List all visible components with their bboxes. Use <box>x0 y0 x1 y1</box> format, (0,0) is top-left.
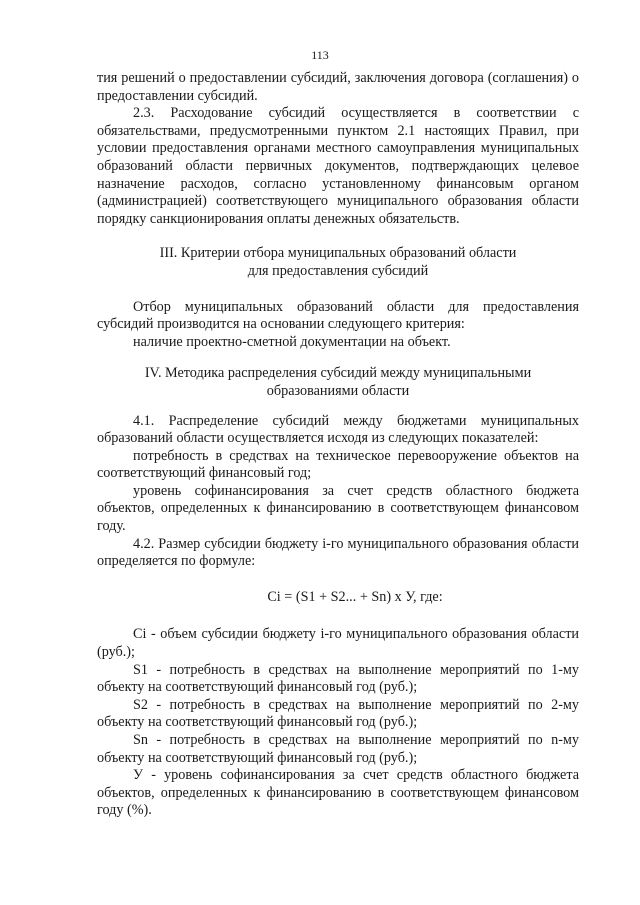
paragraph-2-3: 2.3. Расходование субсидий осуществляется в соответствии с обязательствами, предусмотренными пунктом 2.1 настоящих Правил, при условии предоставления органами местного самоуправления муниципальных образований области первичных документов, подтверждающих целевое назначение расходов, согласно установленному финансовым органом (администрацией) соответствующего муниципального образования области порядку санкционирования оплаты денежных обязательств. <box>97 105 579 227</box>
section-4-heading-line-1: IV. Методика распределения субсидий между муниципальными <box>144 365 532 382</box>
paragraph-criterion: наличие проектно-сметной документации на объект. <box>133 333 451 350</box>
section-4-heading-line-2: образованиями области <box>266 382 410 399</box>
section-3-heading-line-1: III. Критерии отбора муниципальных образований области <box>159 245 517 262</box>
paragraph-selection: Отбор муниципальных образований области для предоставления субсидий производится на основании следующего критерия: <box>97 298 579 333</box>
definition-s2: S2 - потребность в средствах на выполнение мероприятий по 2-му объекту на соответствующий финансовый год (руб.); <box>97 696 579 731</box>
formula: Ci = (S1 + S2... + Sn) x У, где: <box>267 588 443 605</box>
paragraph-need: потребность в средствах на техническое перевооружение объектов на соответствующий финансовый год; <box>97 447 579 482</box>
definition-s1: S1 - потребность в средствах на выполнение мероприятий по 1-му объекту на соответствующий финансовый год (руб.); <box>97 661 579 696</box>
definition-ci: Ci - объем субсидии бюджету i-го муниципального образования области (руб.); <box>97 626 579 661</box>
paragraph-4-2: 4.2. Размер субсидии бюджету i-го муниципального образования области определяется по формуле: <box>97 535 579 570</box>
paragraph-4-1: 4.1. Распределение субсидий между бюджетами муниципальных образований области осуществляется исходя из следующих показателей: <box>97 412 579 447</box>
definition-u: У - уровень софинансирования за счет средств областного бюджета объектов, определенных к финансированию в соответствующем финансовом году (%). <box>97 767 579 819</box>
section-3-heading-line-2: для предоставления субсидий <box>247 262 429 279</box>
page-number: 113 <box>311 48 329 62</box>
paragraph-continuation: тия решений о предоставлении субсидий, заключения договора (соглашения) о предоставлении субсидий. <box>97 70 579 104</box>
paragraph-cofinancing: уровень софинансирования за счет средств областного бюджета объектов, определенных к финансированию в соответствующем финансовом году. <box>97 482 579 535</box>
page-content <box>97 70 579 820</box>
definition-sn: Sn - потребность в средствах на выполнение мероприятий по n-му объекту на соответствующий финансовый год (руб.); <box>97 732 579 766</box>
